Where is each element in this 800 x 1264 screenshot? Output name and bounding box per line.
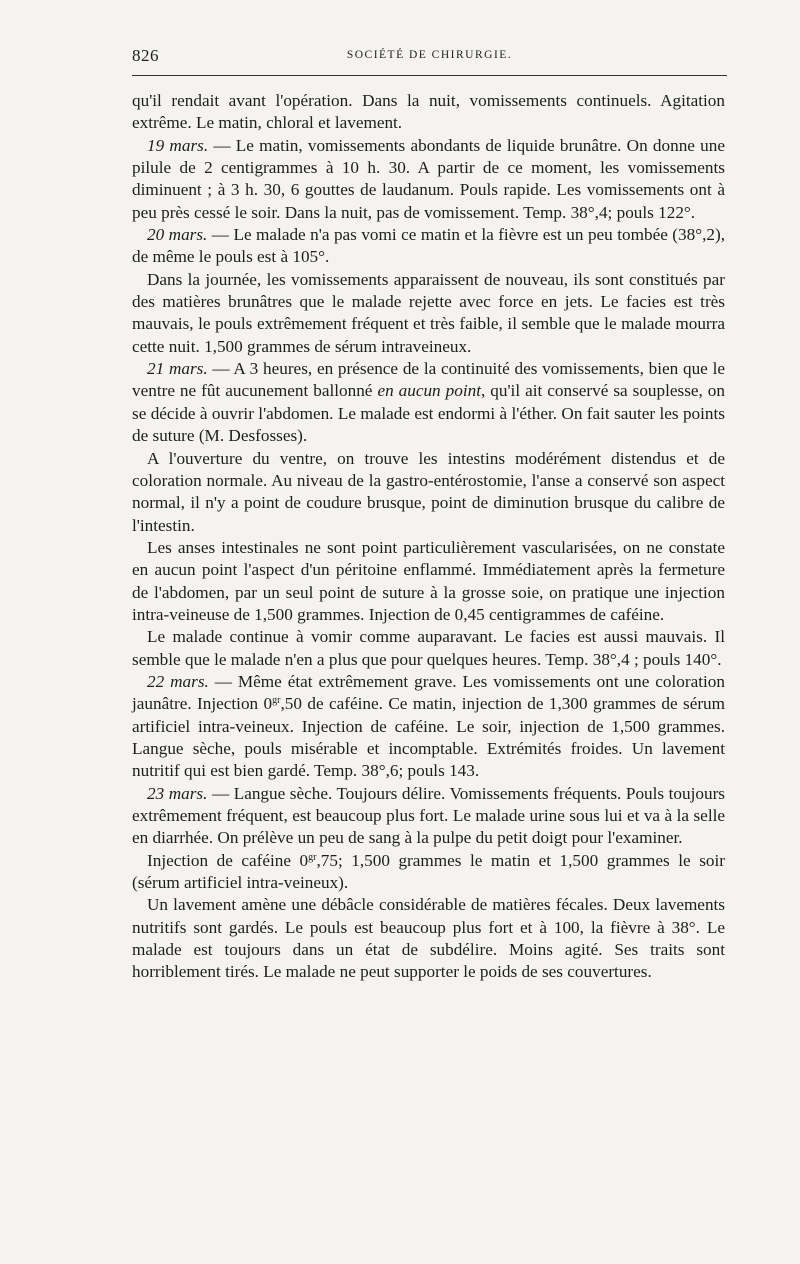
date-21-mars: 21 mars. xyxy=(147,359,208,379)
paragraph-19-mars xyxy=(132,135,725,224)
header-rule xyxy=(132,75,727,76)
paragraph-text: — Le matin, vomissements abondants de liquide brunâtre. On donne une pilule de 2 centigrammes à 10 h. 30. A partir de ce moment, les vomissements diminuent ; à 3 h. 30, 6 gouttes de laudanum. Pouls rapide. Les vomissements ont à peu près cessé le soir. Dans la nuit, pas de vomissement. Temp. 38°,4; pouls 122°. xyxy=(132,135,725,222)
page-header xyxy=(132,44,727,76)
paragraph-text: — Même état extrêmement grave. Les vomissements ont une coloration jaunâtre. Injection 0 xyxy=(132,671,725,714)
paragraph-20-mars xyxy=(132,224,725,269)
paragraph-ouverture: A l'ouverture du ventre, on trouve les intestins modérément distendus et de coloration normale. Au niveau de la gastro-entérostomie, l'anse a conservé son aspect normal, il n'y a point de coudure brusque, point de diminution brusque du calibre de l'intestin. xyxy=(132,448,725,535)
unit-superscript: gr xyxy=(308,851,317,863)
paragraph-malade-continue: Le malade continue à vomir comme auparavant. Le facies est aussi mauvais. Il semble que le malade n'en a plus que pour quelques heures. Temp. 38°,4 ; pouls 140°. xyxy=(132,627,725,669)
paragraph-text: — Langue sèche. Toujours délire. Vomissements fréquents. Pouls toujours extrêmement fréquent, est beaucoup plus fort. Le malade urine sous lui et va à la selle en diarrhée. On prélève un peu de sang à la pulpe du petit doigt pour l'examiner. xyxy=(132,783,725,848)
paragraph-text: — Le malade n'a pas vomi ce matin et la fièvre est un peu tombée (38°,2), de même le pouls est à 105°. xyxy=(132,225,725,267)
paragraph-injection-cafeine xyxy=(132,850,725,895)
paragraph-text: Injection de caféine 0 xyxy=(147,850,309,870)
paragraph-continuation: qu'il rendait avant l'opération. Dans la nuit, vomissements continuels. Agitation extrême. Le matin, chloral et lavement. xyxy=(132,91,725,133)
date-19-mars: 19 mars. xyxy=(147,135,209,155)
date-22-mars: 22 mars. xyxy=(147,671,209,691)
paragraph-anses: Les anses intestinales ne sont point particulièrement vascularisées, on ne constate en aucun point l'aspect d'un péritoine enflammé. Immédiatement après la fermeture de l'abdomen, par un seul point de suture à la grosse soie, on pratique une injection intra-veineuse de 1,500 grammes. Injection de 0,45 centigrammes de caféine. xyxy=(132,537,725,624)
italic-phrase: en aucun point xyxy=(377,381,481,401)
running-head: SOCIÉTÉ DE CHIRURGIE. xyxy=(346,49,513,61)
paragraph-text: , qu'il ait conservé sa souplesse, on se décide à ouvrir l'abdomen. Le malade est endormi à l'éther. On fait sauter les points de suture (M. Desfosses). xyxy=(132,381,725,446)
paragraph-text: — A 3 heures, en présence de la continuité des vomissements, bien que le ventre ne fût aucunement ballonné xyxy=(132,359,725,401)
body-text xyxy=(132,90,725,984)
paragraph-text: ,75; 1,500 grammes le matin et 1,500 grammes le soir (sérum artificiel intra-veineux). xyxy=(132,850,725,893)
paragraph-23-mars xyxy=(132,783,725,850)
date-20-mars: 20 mars. xyxy=(147,225,208,245)
page-number: 826 xyxy=(132,46,159,65)
paragraph-21-mars xyxy=(132,358,725,447)
date-23-mars: 23 mars. xyxy=(147,783,208,803)
unit-superscript: gr xyxy=(272,695,281,707)
paragraph-22-mars xyxy=(132,671,725,783)
paragraph-text: ,50 de caféine. Ce matin, injection de 1,300 grammes de sérum artificiel intra-veineux. Injection de caféine. Le soir, injection de 1,500 grammes. Langue sèche, pouls misérable et incomptable. Extrémités froides. Un lavement nutritif qui est bien gardé. Temp. 38°,6; pouls 143. xyxy=(132,694,726,781)
paragraph-journee: Dans la journée, les vomissements apparaissent de nouveau, ils sont constitués par des matières brunâtres que le malade rejette avec force en jets. Le facies est très mauvais, le pouls extrêmement fréquent et très faible, il semble que le malade mourra cette nuit. 1,500 grammes de sérum intraveineux. xyxy=(132,269,725,356)
paragraph-lavement: Un lavement amène une débâcle considérable de matières fécales. Deux lavements nutritifs sont gardés. Le pouls est beaucoup plus fort et à 100, la fièvre à 38°. Le malade est toujours dans un état de subdélire. Moins agité. Ses traits sont horriblement tirés. Le malade ne peut supporter le poids de ses couvertures. xyxy=(132,895,725,982)
